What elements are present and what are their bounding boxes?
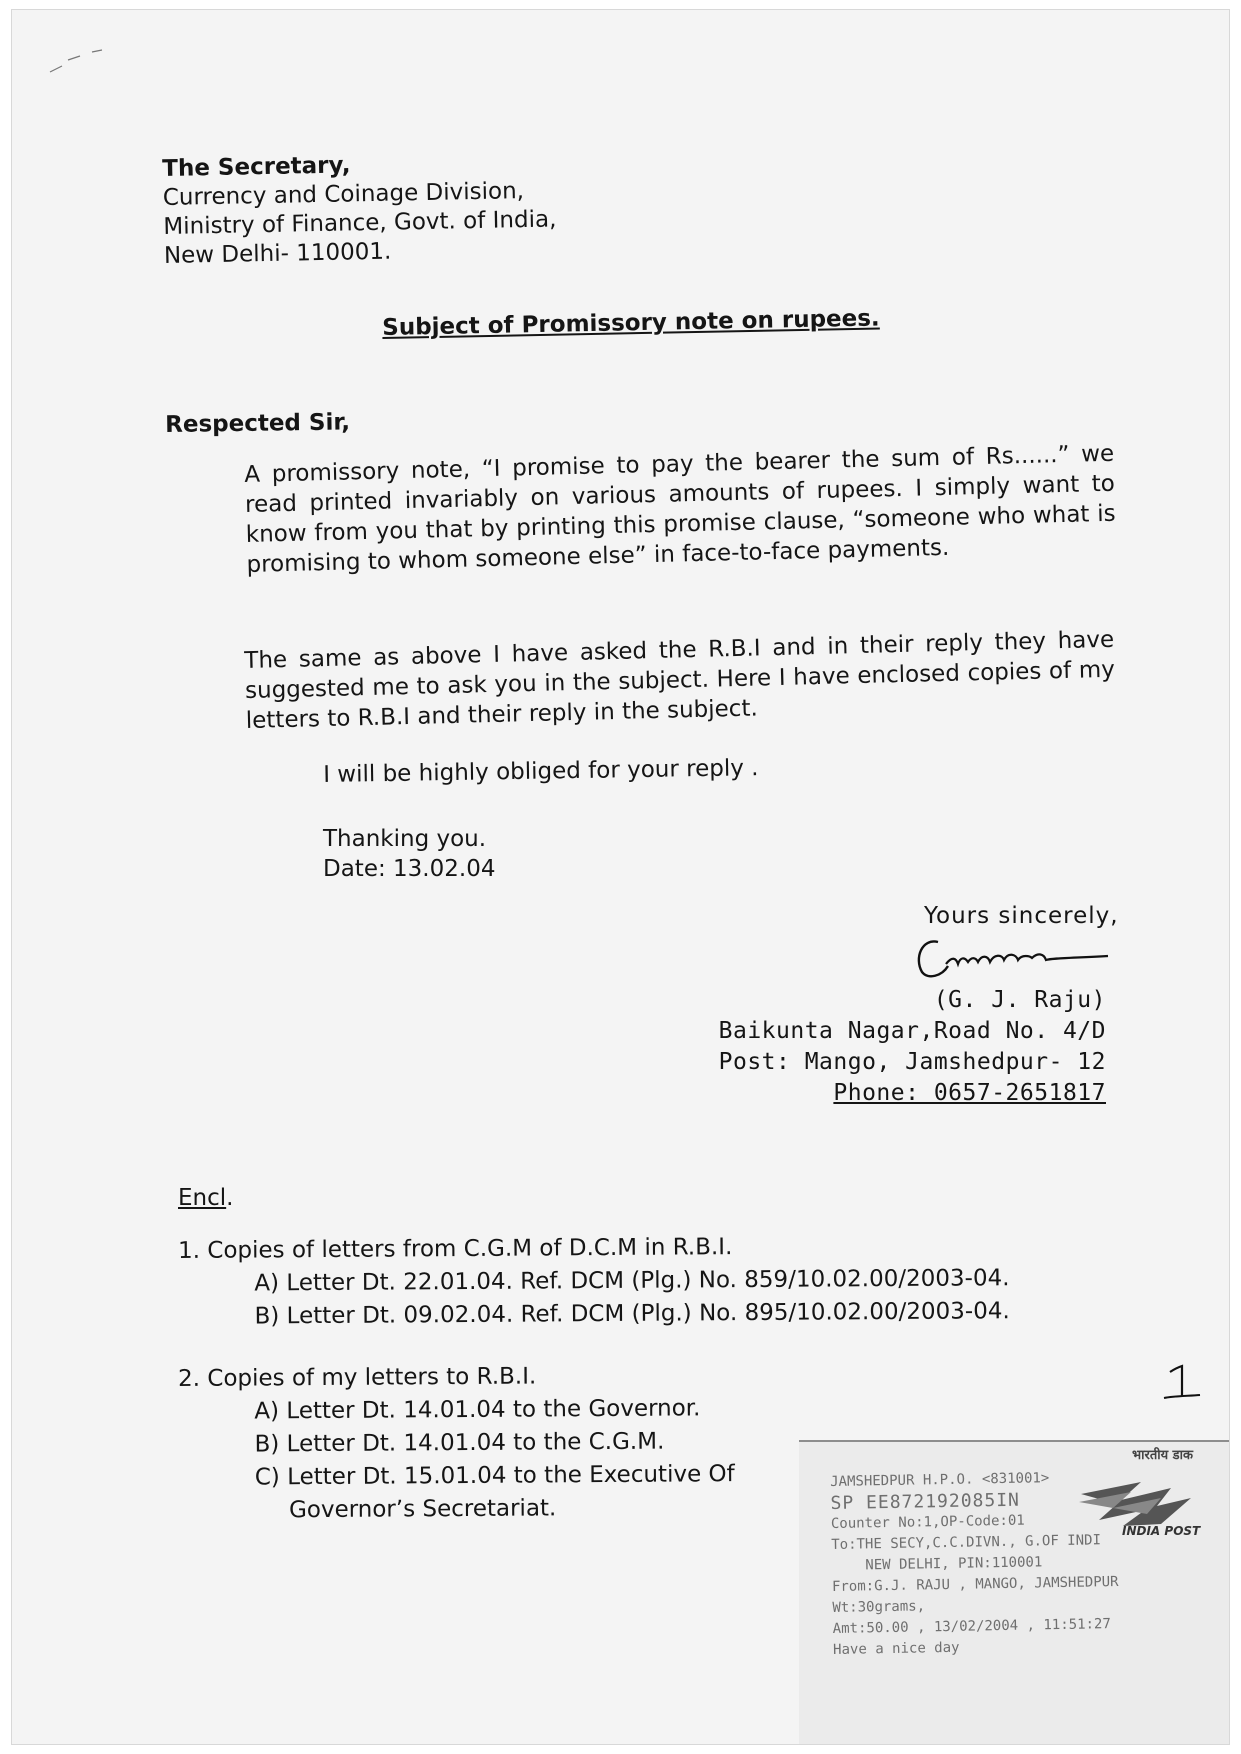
enclosure-2a: A) Letter Dt. 14.01.04 to the Governor. [254,1395,701,1425]
sender-address-2: Post: Mango, Jamshedpur- 12 [718,1049,1106,1075]
obliged-line: I will be highly obliged for your reply . [323,755,759,788]
sender-block [719,985,1106,1109]
thanks-line: Thanking you. [323,826,487,852]
enclosure-2b: B) Letter Dt. 14.01.04 to the C.G.M. [254,1428,665,1458]
enclosure-1-title: 1. Copies of letters from C.G.M of D.C.M in R.B.I. [178,1234,733,1264]
enclosure-1a: A) Letter Dt. 22.01.04. Ref. DCM (Plg.) No. 859/10.02.00/2003-04. [254,1265,1010,1297]
india-post-label: INDIA POST [1122,1524,1201,1538]
receipt-amount: Amt:50.00 , 13/02/2004 , 11:51:27 [832,1616,1111,1637]
enclosure-2c-continued: Governor’s Secretariat. [288,1495,557,1524]
pen-mark [48,46,108,76]
letter-page [12,10,1229,1744]
letter-date: Date: 13.02.04 [323,856,496,882]
subject-line: Subject of Promissory note on rupees. [382,305,880,341]
post-office-receipt [799,1440,1229,1744]
recipient-title: The Secretary, [162,152,351,182]
encl-label-text: Encl [178,1185,227,1211]
receipt-greeting: Have a nice day [832,1639,960,1658]
enclosure-list-1 [178,1229,1010,1334]
receipt-from: From:G.J. RAJU , MANGO, JAMSHEDPUR [831,1573,1119,1595]
enclosure-2-title: 2. Copies of my letters to R.B.I. [178,1363,537,1392]
recipient-ministry: Ministry of Finance, Govt. of India, [163,206,557,240]
receipt-counter: Counter No:1,OP-Code:01 [830,1512,1025,1532]
recipient-city: New Delhi- 110001. [163,238,392,269]
thanks-block [323,824,495,884]
handwritten-page-number [1160,1362,1202,1402]
sender-address-1: Baikunta Nagar,Road No. 4/D [718,1018,1106,1044]
enclosure-2c: C) Letter Dt. 15.01.04 to the Executive Of [254,1461,735,1491]
enclosures-label: Encl. [178,1185,234,1211]
enclosure-list-2 [178,1359,735,1528]
recipient-division: Currency and Coinage Division, [162,178,525,211]
body-paragraph-1: A promissory note, “I promise to pay the bearer the sum of Rs......” we read printed invariably on various amounts of rupees. I simply want to know from you that by printing this promise clause, “someone who what is promising to whom someone else” in face-to-face payments. [244,440,1116,578]
handwritten-signature [912,928,1122,984]
sender-name: (G. J. Raju) [933,987,1106,1013]
salutation: Respected Sir, [165,409,351,438]
enclosure-1b: B) Letter Dt. 09.02.04. Ref. DCM (Plg.) No. 895/10.02.00/2003-04. [254,1298,1010,1330]
receipt-office: JAMSHEDPUR H.P.O. <831001> [830,1470,1050,1490]
recipient-address [162,147,557,271]
india-post-hindi: भारतीय डाक [1132,1448,1193,1463]
body-paragraph-2: The same as above I have asked the R.B.I and in their reply they have suggested me to ask you in the subject. Here I have enclosed copies of my letters to R.B.I and their reply in the subject. [244,626,1116,734]
sender-phone: Phone: 0657-2651817 [833,1080,1106,1106]
receipt-tracking-number: SP EE872192085IN [830,1489,1021,1514]
closing-line: Yours sincerely, [924,903,1119,929]
receipt-to-city: NEW DELHI, PIN:110001 [831,1554,1043,1574]
receipt-to: To:THE SECY,C.C.DIVN., G.OF INDI [831,1532,1102,1553]
receipt-weight: Wt:30grams, [832,1598,926,1616]
